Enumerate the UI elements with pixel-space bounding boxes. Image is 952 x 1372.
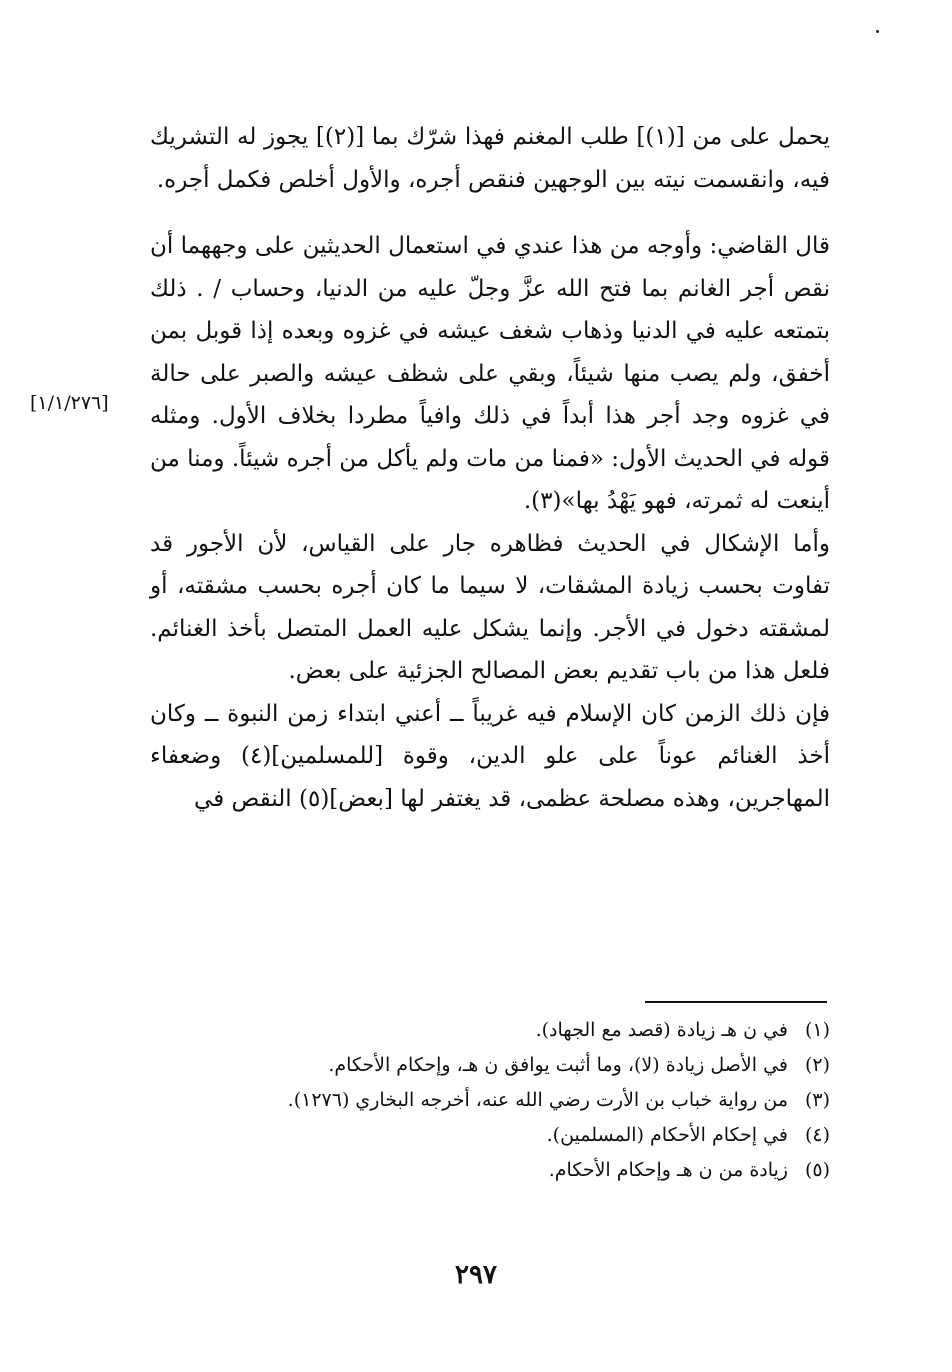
paragraph-4: فإن ذلك الزمن كان الإسلام فيه غريباً ــ أعني ابتداء زمن النبوة ــ وكان أخذ الغنائم عوناً على علو الدين، وقوة [للمسلمين](٤) وضعفاء المهاجرين، وهذه مصلحة عظمى، قد يغتفر لها [بعض](٥) النقص في [150, 700, 830, 812]
margin-reference: [١/١/٢٧٦] [30, 392, 109, 414]
footnote-number: (٢) [804, 1054, 830, 1076]
footnote-number: (١) [804, 1019, 830, 1041]
paragraph-1: يحمل على من [(١)] طلب المغنم فهذا شرّك بما [(٢)] يجوز له التشريك فيه، وانقسمت نيته بين الوجهين فنقص أجره، والأول أخلص فكمل أجره. [150, 124, 830, 193]
footnote-3 [150, 1083, 830, 1118]
footnote-text: في ن هـ زيادة (قصد مع الجهاد). [535, 1019, 788, 1041]
footnote-text: في الأصل زيادة (لا)، وما أثبت يوافق ن هـ، وإحكام الأحكام. [328, 1054, 788, 1076]
footnote-5 [150, 1153, 830, 1188]
footnotes [150, 1013, 830, 1188]
paragraph-3: وأما الإشكال في الحديث فظاهره جار على القياس، لأن الأجور قد تفاوت بحسب زيادة المشقات، لا سيما ما كان أجره بحسب مشقته، أو لمشقته دخول في الأجر. وإنما يشكل عليه العمل المتصل بأخذ الغنائم. فلعل هذا من باب تقديم بعض المصالح الجزئية على بعض. [150, 530, 830, 684]
footnote-number: (٣) [804, 1089, 830, 1111]
main-text [150, 116, 830, 820]
footnote-text: من رواية خباب بن الأرت رضي الله عنه، أخرجه البخاري (١٢٧٦). [287, 1089, 788, 1111]
footnote-number: (٥) [804, 1159, 830, 1181]
page-speck [876, 30, 879, 33]
footnote-separator [645, 1001, 827, 1003]
paragraph-2: قال القاضي: وأوجه من هذا عندي في استعمال الحديثين على وجههما أن نقص أجر الغانم بما فتح الله عزَّ وجلّ عليه من الدنيا، وحساب / . ذلك بتمتعه عليه في الدنيا وذهاب شغف عيشه في غزوه وبعده إذا قوبل بمن أخفق، ولم يصب منها شيئاً، وبقي على شظف عيشه والصبر على حالة في غزوه وجد أجر هذا أبداً في ذلك وافياً مطردا بخلاف الأول. ومثله قوله في الحديث الأول: «فمنا من مات ولم يأكل من أجره شيئاً. ومنا من أينعت له ثمرته، فهو يَهْدُ بها»(٣). [150, 233, 830, 514]
footnote-4 [150, 1118, 830, 1153]
footnote-1 [150, 1013, 830, 1048]
page-number: ٢٩٧ [455, 1260, 497, 1290]
footnote-number: (٤) [804, 1124, 830, 1146]
footnote-2 [150, 1048, 830, 1083]
footnote-text: في إحكام الأحكام (المسلمين). [546, 1124, 788, 1146]
footnote-text: زيادة من ن هـ وإحكام الأحكام. [548, 1159, 788, 1181]
